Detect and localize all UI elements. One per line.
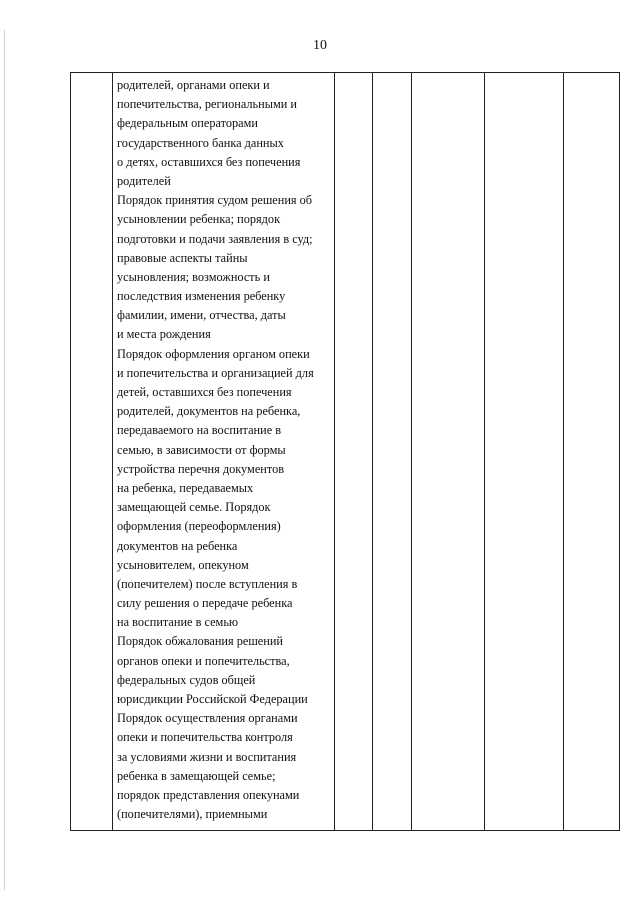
text-line: и попечительства и организацией для	[117, 365, 314, 380]
scan-edge-line	[4, 30, 5, 890]
text-line: Порядок обжалования решений	[117, 634, 284, 649]
column-divider	[372, 73, 373, 830]
text-line: усыновления; возможность и	[117, 269, 270, 284]
text-line: на ребенка, передаваемых	[117, 480, 254, 495]
text-line: (попечителями), приемными	[117, 807, 268, 822]
column-divider	[484, 73, 485, 830]
text-line: федеральным операторами	[117, 116, 258, 131]
text-line: (попечителем) после вступления в	[117, 576, 298, 591]
text-line: Порядок принятия судом решения об	[117, 193, 313, 208]
text-line: государственного банка данных	[117, 135, 284, 150]
text-line: замещающей семье. Порядок	[117, 500, 271, 515]
text-line: силу решения о передаче ребенка	[117, 596, 293, 611]
text-line: юрисдикции Российской Федерации	[117, 692, 308, 706]
page-number: 10	[313, 38, 327, 53]
text-line: родителей	[117, 173, 171, 188]
column-divider	[411, 73, 412, 830]
text-line: за условиями жизни и воспитания	[117, 749, 297, 764]
text-line: семью, в зависимости от формы	[117, 442, 286, 457]
text-line: оформления (переоформления)	[117, 519, 281, 534]
column-divider	[112, 73, 113, 830]
text-line: Порядок осуществления органами	[117, 711, 298, 726]
text-line: последствия изменения ребенку	[117, 289, 286, 304]
text-line: родителей, документов на ребенка,	[117, 404, 301, 419]
text-line: федеральных судов общей	[117, 672, 256, 687]
program-table	[70, 72, 620, 831]
text-line: фамилии, имени, отчества, даты	[117, 308, 286, 323]
text-line: усыновителем, опекуном	[117, 557, 249, 572]
text-line: органов опеки и попечительства,	[117, 653, 290, 668]
text-line: устройства перечня документов	[117, 461, 285, 476]
text-line: документов на ребенка	[117, 538, 238, 553]
text-line: подготовки и подачи заявления в суд;	[117, 231, 313, 246]
text-line: порядок представления опекунами	[117, 787, 300, 802]
text-line: попечительства, региональными и	[117, 97, 298, 112]
text-line: о детях, оставшихся без попечения	[117, 154, 301, 169]
text-line: опеки и попечительства контроля	[117, 730, 293, 745]
text-line: и места рождения	[117, 327, 211, 342]
text-line: родителей, органами опеки и	[117, 78, 270, 92]
text-line: на воспитание в семью	[117, 615, 239, 630]
column-divider	[563, 73, 564, 830]
text-line: Порядок оформления органом опеки	[117, 346, 310, 361]
text-line: правовые аспекты тайны	[117, 250, 248, 265]
topic-text-cell	[117, 76, 335, 824]
text-line: ребенка в замещающей семье;	[117, 768, 276, 783]
text-line: усыновлении ребенка; порядок	[117, 212, 281, 227]
text-line: детей, оставшихся без попечения	[117, 385, 292, 399]
text-line: передаваемого на воспитание в	[117, 423, 282, 438]
